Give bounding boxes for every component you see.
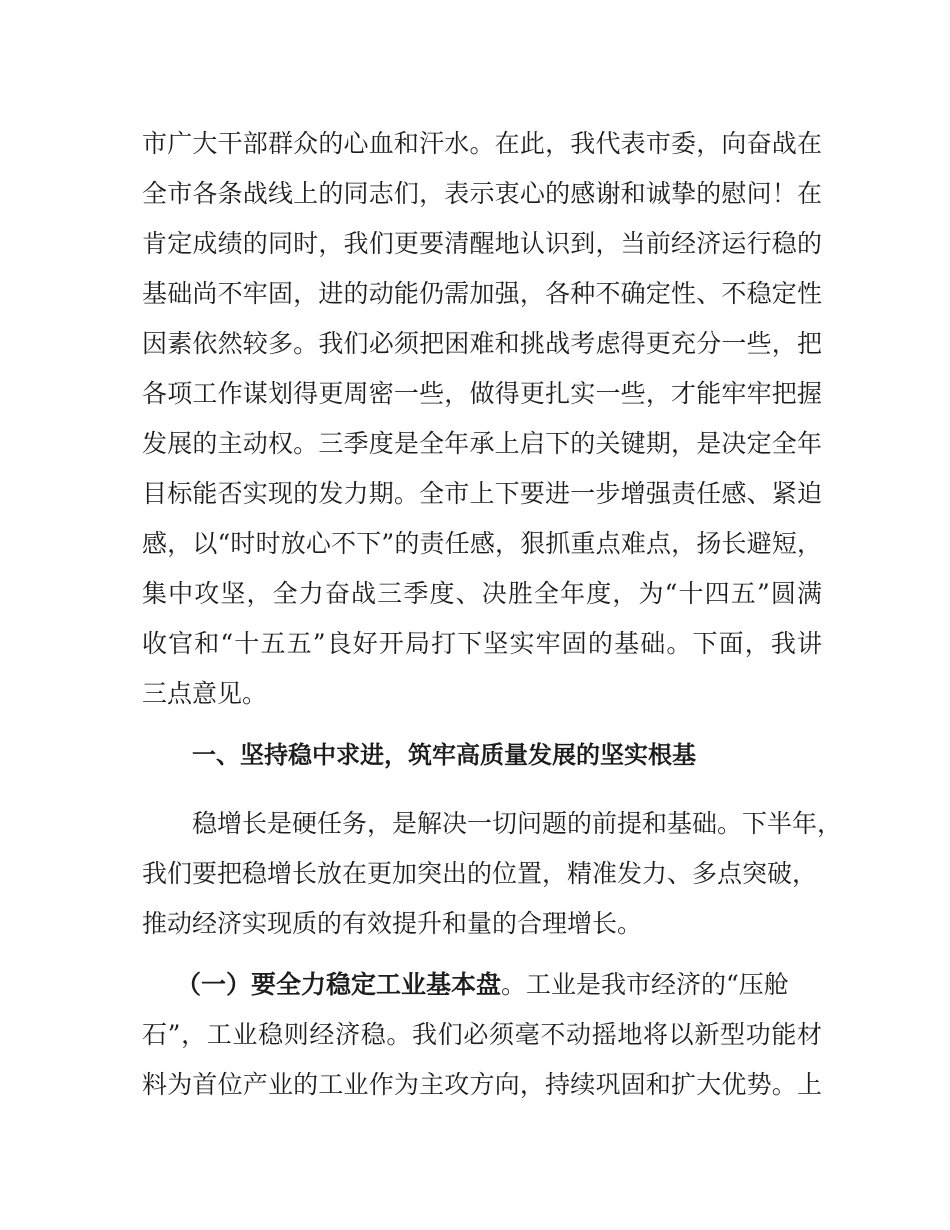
subsection-title: （一）要全力稳定工业基本盘: [176, 970, 502, 999]
paragraph-1-line-6: 各项工作谋划得更周密一些，做得更扎实一些，才能牢牢把握: [142, 379, 822, 408]
paragraph-3-line-3: 料为首位产业的工业作为主攻方向，持续巩固和扩大优势。上: [142, 1070, 822, 1099]
paragraph-1-line-4: 基础尚不牢固，进的动能仍需加强，各种不确定性、不稳定性: [142, 279, 822, 308]
paragraph-1-line-11: 收官和“十五五”良好开局打下坚实牢固的基础。下面，我讲: [142, 629, 822, 658]
paragraph-2-line-2: 我们要把稳增长放在更加突出的位置，精准发力、多点突破，: [142, 859, 818, 888]
paragraph-1-line-8: 目标能否实现的发力期。全市上下要进一步增强责任感、紧迫: [142, 479, 822, 508]
paragraph-2-line-1: 稳增长是硬任务，是解决一切问题的前提和基础。下半年，: [192, 809, 843, 838]
paragraph-2-line-3: 推动经济实现质的有效提升和量的合理增长。: [142, 909, 643, 938]
section-heading-1: 一、坚持稳中求进，筑牢高质量发展的坚实根基: [192, 741, 696, 769]
paragraph-1-line-12: 三点意见。: [142, 679, 268, 708]
paragraph-1-line-5: 因素依然较多。我们必须把困难和挑战考虑得更充分一些，把: [142, 329, 822, 358]
paragraph-3-line-1-rest: 。工业是我市经济的“压舱: [501, 970, 789, 999]
paragraph-3-line-1: [176, 968, 822, 1002]
paragraph-1-line-9: 感，以“时时放心不下”的责任感，狠抓重点难点，扬长避短，: [142, 529, 822, 558]
paragraph-3-line-2: 石”，工业稳则经济稳。我们必须毫不动摇地将以新型功能材: [142, 1020, 822, 1049]
paragraph-1-line-10: 集中攻坚，全力奋战三季度、决胜全年度，为“十四五”圆满: [142, 579, 822, 608]
paragraph-1-line-1: 市广大干部群众的心血和汗水。在此，我代表市委，向奋战在: [142, 129, 822, 158]
paragraph-1-line-7: 发展的主动权。三季度是全年承上启下的关键期，是决定全年: [142, 429, 822, 458]
paragraph-1-line-3: 肯定成绩的同时，我们更要清醒地认识到，当前经济运行稳的: [142, 229, 822, 258]
paragraph-1-line-2: 全市各条战线上的同志们，表示衷心的感谢和诚挚的慰问！在: [142, 179, 822, 208]
